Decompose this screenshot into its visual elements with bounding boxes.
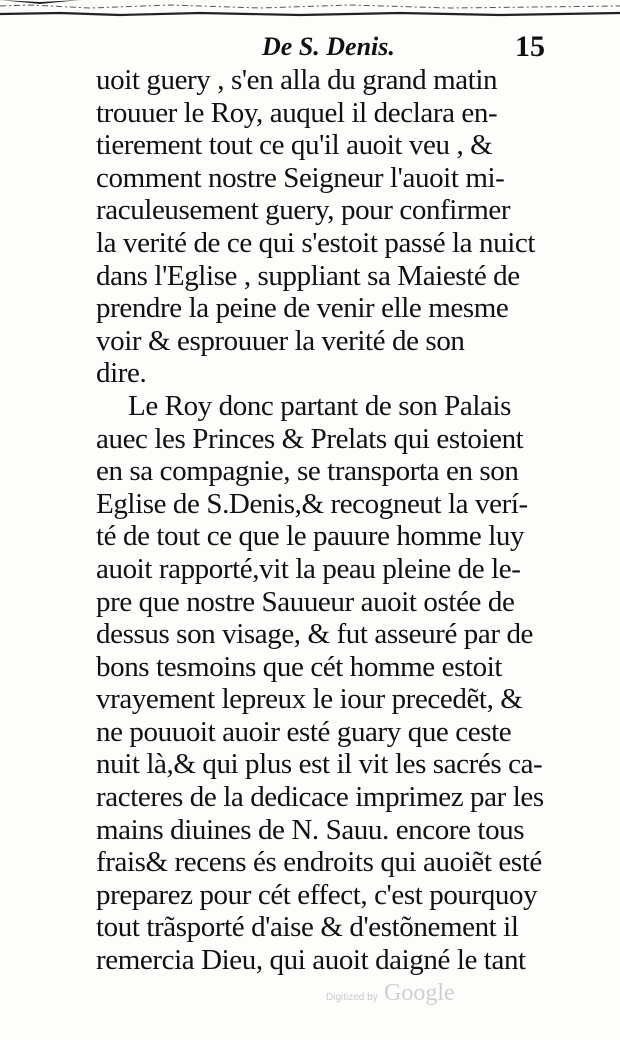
text-line: voir & esprouuer la verité de son bbox=[96, 324, 465, 357]
google-logo: Google bbox=[384, 980, 455, 1006]
paragraph-start-line: Le Roy donc partant de son Palais bbox=[128, 389, 512, 422]
text-line: nuit là,& qui plus est il vit les sacrés ca- bbox=[96, 748, 543, 781]
text-line: trouuer le Roy, auquel il declara en- bbox=[96, 96, 498, 129]
text-line: remercia Dieu, qui auoit daigné le tant bbox=[96, 944, 526, 977]
text-line: Eglise de S.Denis,& recogneut la verí- bbox=[96, 487, 528, 520]
text-line: tout trãsporté d'aise & d'estõnement il bbox=[96, 911, 519, 944]
text-line: en sa compagnie, se transporta en son bbox=[96, 455, 519, 488]
text-line: comment nostre Seigneur l'auoit mi- bbox=[96, 161, 505, 194]
text-line: té de tout ce que le pauure homme luy bbox=[96, 520, 525, 553]
top-border-rule bbox=[0, 0, 620, 22]
text-line: auoit rapporté,vit la peau pleine de le- bbox=[96, 552, 521, 585]
text-line: ne pouuoit auoir esté guary que ceste bbox=[96, 715, 512, 748]
text-line: uoit guery , s'en alla du grand matin bbox=[96, 64, 498, 96]
text-line: dessus son visage, & fut asseuré par de bbox=[96, 618, 534, 651]
page-number: 15 bbox=[515, 30, 545, 63]
text-line: racteres de la dedicace imprimez par les bbox=[96, 781, 544, 814]
text-line: raculeusement guery, pour confirmer bbox=[96, 194, 511, 227]
text-line: bons tesmoins que cét homme estoit bbox=[96, 650, 503, 683]
text-line: auec les Princes & Prelats qui estoient bbox=[96, 422, 524, 455]
text-line: prendre la peine de venir elle mesme bbox=[96, 292, 509, 325]
text-line: la verité de ce qui s'estoit passé la nuict bbox=[96, 226, 535, 259]
text-line: tierement tout ce qu'il auoit veu , & bbox=[96, 129, 493, 162]
text-line: dire. bbox=[96, 357, 147, 390]
text-line: vrayement lepreux le iour precedẽt, & bbox=[96, 683, 523, 716]
text-line: pre que nostre Sauueur auoit ostée de bbox=[96, 585, 515, 618]
text-line: mains diuines de N. Sauu. encore tous bbox=[96, 813, 525, 846]
text-line: frais& recens és endroits qui auoiẽt esté bbox=[96, 846, 542, 879]
digitized-by-label: Digitized by bbox=[326, 992, 378, 1003]
digitization-watermark bbox=[0, 980, 620, 1010]
running-head: De S. Denis. bbox=[262, 32, 395, 61]
body-text bbox=[96, 64, 566, 977]
text-line: preparez pour cét effect, c'est pourquoy bbox=[96, 878, 538, 911]
text-line: dans l'Eglise , suppliant sa Maiesté de bbox=[96, 259, 520, 292]
